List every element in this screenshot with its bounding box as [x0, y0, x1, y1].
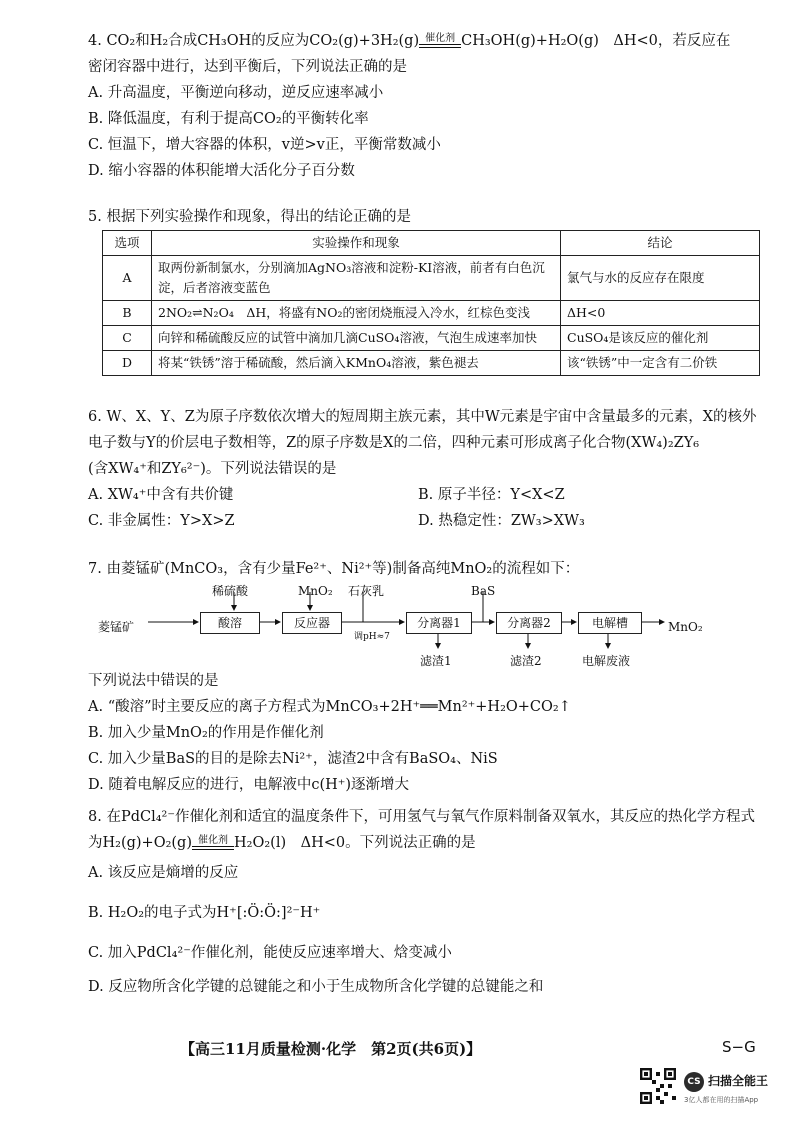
row-option: C	[103, 326, 152, 351]
q4-option-c: C. 恒温下，增大容器的体积，v逆>v正，平衡常数减小	[88, 137, 441, 153]
q7-sub-stem: 下列说法中错误的是	[88, 673, 219, 689]
q4-option-a: A. 升高温度，平衡逆向移动，逆反应速率减小	[88, 85, 384, 101]
row-conclusion: CuSO₄是该反应的催化剂	[561, 326, 760, 351]
q7-option-b: B. 加入少量MnO₂的作用是作催化剂	[88, 725, 324, 741]
q8-stem-a: 为H₂(g)+O₂(g)	[88, 835, 192, 851]
q7-option-d: D. 随着电解反应的进行，电解液中c(H⁺)逐渐增大	[88, 777, 410, 793]
q6-option-a: A. XW₄⁺中含有共价键	[88, 487, 234, 503]
q8-stem-b: H₂O₂(l) ΔH<0。下列说法正确的是	[234, 835, 476, 851]
flow-start: 菱锰矿	[98, 620, 135, 634]
question-5	[88, 204, 768, 376]
process-flow-diagram	[98, 582, 768, 668]
table-header-option: 选项	[103, 231, 152, 256]
q6-stem-line2: 电子数与Y的价层电子数相等，Z的原子序数是X的二倍，四种元素可形成离子化合物(XW₄)₂ZY₆	[88, 435, 700, 451]
flow-input-bas: BaS	[471, 584, 496, 598]
q4-option-d: D. 缩小容器的体积能增大活化分子百分数	[88, 163, 355, 179]
q7-option-a: A. “酸溶”时主要反应的离子方程式为MnCO₃+2H⁺══Mn²⁺+H₂O+CO₂↑	[88, 699, 571, 715]
flow-output-residue-2: 滤渣2	[510, 654, 542, 668]
flow-input-mno2: MnO₂	[298, 584, 333, 598]
experiment-table	[102, 230, 760, 376]
row-operation: 2NO₂⇌N₂O₄ ΔH，将盛有NO₂的密闭烧瓶浸入冷水，红棕色变浅	[152, 301, 561, 326]
catalyst-arrow	[419, 34, 461, 48]
flow-box-separator-1: 分离器1	[406, 612, 472, 634]
question-7	[88, 556, 768, 798]
row-operation: 将某“铁锈”溶于稀硫酸，然后滴入KMnO₄溶液，紫色褪去	[152, 351, 561, 376]
flow-box-electrolyzer: 电解槽	[578, 612, 642, 634]
q5-stem: 5. 根据下列实验操作和现象，得出的结论正确的是	[88, 209, 411, 225]
flow-product: MnO₂	[668, 620, 703, 634]
q7-stem: 7. 由菱锰矿(MnCO₃，含有少量Fe²⁺、Ni²⁺等)制备高纯MnO₂的流程如下：	[88, 561, 580, 577]
q6-option-c: C. 非金属性：Y>X>Z	[88, 513, 235, 529]
camscanner-tagline: 3亿人都在用的扫描App	[684, 1096, 759, 1104]
flow-box-reactor: 反应器	[282, 612, 342, 634]
camscanner-logo-icon: CS	[684, 1072, 704, 1092]
question-8	[88, 804, 768, 1000]
table-header-row	[103, 231, 760, 256]
row-operation: 取两份新制氯水，分别滴加AgNO₃溶液和淀粉-KI溶液，前者有白色沉淀，后者溶液变蓝色	[152, 256, 561, 301]
q8-option-c: C. 加入PdCl₄²⁻作催化剂，能使反应速率增大、焓变减小	[88, 945, 452, 961]
question-4	[88, 28, 768, 184]
row-conclusion: ΔH<0	[561, 301, 760, 326]
q7-option-c: C. 加入少量BaS的目的是除去Ni²⁺，滤渣2中含有BaSO₄、NiS	[88, 751, 498, 767]
flow-box-acid-dissolve: 酸溶	[200, 612, 260, 634]
table-header-conclusion: 结论	[561, 231, 760, 256]
flow-output-residue-1: 滤渣1	[420, 654, 452, 668]
catalyst-label: 催化剂	[425, 33, 456, 44]
row-conclusion: 氯气与水的反应存在限度	[561, 256, 760, 301]
catalyst-label: 催化剂	[198, 835, 228, 846]
row-option: B	[103, 301, 152, 326]
q8-option-a: A. 该反应是熵增的反应	[88, 865, 239, 881]
q4-stem-b: CH₃OH(g)+H₂O(g) ΔH<0，若反应在	[461, 33, 731, 49]
q4-stem-line2: 密闭容器中进行，达到平衡后，下列说法正确的是	[88, 59, 407, 75]
q8-option-d: D. 反应物所含化学键的总键能之和小于生成物所含化学键的总键能之和	[88, 979, 544, 995]
table-header-operation: 实验操作和现象	[152, 231, 561, 256]
paper-code: S−G	[722, 1038, 756, 1056]
flow-input-dilute-sulfuric-acid: 稀硫酸	[212, 584, 249, 598]
table-row	[103, 351, 760, 376]
flow-box-separator-2: 分离器2	[496, 612, 562, 634]
flow-output-waste-liquid: 电解废液	[582, 654, 631, 668]
row-conclusion: 该“铁锈”中一定含有二价铁	[561, 351, 760, 376]
question-6	[88, 404, 768, 534]
row-operation: 向锌和稀硫酸反应的试管中滴加几滴CuSO₄溶液，气泡生成速率加快	[152, 326, 561, 351]
table-row	[103, 326, 760, 351]
q8-stem-line1: 8. 在PdCl₄²⁻作催化剂和适宜的温度条件下，可用氢气与氧气作原料制备双氧水，其反应的热化学方程式	[88, 809, 755, 825]
page-footer: 【高三11月质量检测·化学 第2页(共6页)】	[180, 1040, 482, 1058]
row-option: A	[103, 256, 152, 301]
flow-ph-note: 调pH≈7	[354, 632, 390, 642]
camscanner-name: 扫描全能王	[708, 1074, 769, 1088]
qr-code-icon	[640, 1068, 676, 1104]
q4-stem-a: 4. CO₂和H₂合成CH₃OH的反应为CO₂(g)+3H₂(g)	[88, 33, 420, 49]
table-row	[103, 301, 760, 326]
row-option: D	[103, 351, 152, 376]
q6-option-b: B. 原子半径：Y<X<Z	[418, 487, 565, 503]
catalyst-arrow	[192, 836, 234, 850]
q6-stem-line3: (含XW₄⁺和ZY₆²⁻)。下列说法错误的是	[88, 461, 337, 477]
q4-option-b: B. 降低温度，有利于提高CO₂的平衡转化率	[88, 111, 369, 127]
q6-option-d: D. 热稳定性：ZW₃>XW₃	[418, 513, 585, 529]
table-row	[103, 256, 760, 301]
q6-stem-line1: 6. W、X、Y、Z为原子序数依次增大的短周期主族元素，其中W元素是宇宙中含量最多的元素，X的核外	[88, 409, 757, 425]
q8-option-b: B. H₂O₂的电子式为H⁺[:Ö:Ö:]²⁻H⁺	[88, 905, 321, 921]
flow-input-lime-milk: 石灰乳	[348, 584, 385, 598]
